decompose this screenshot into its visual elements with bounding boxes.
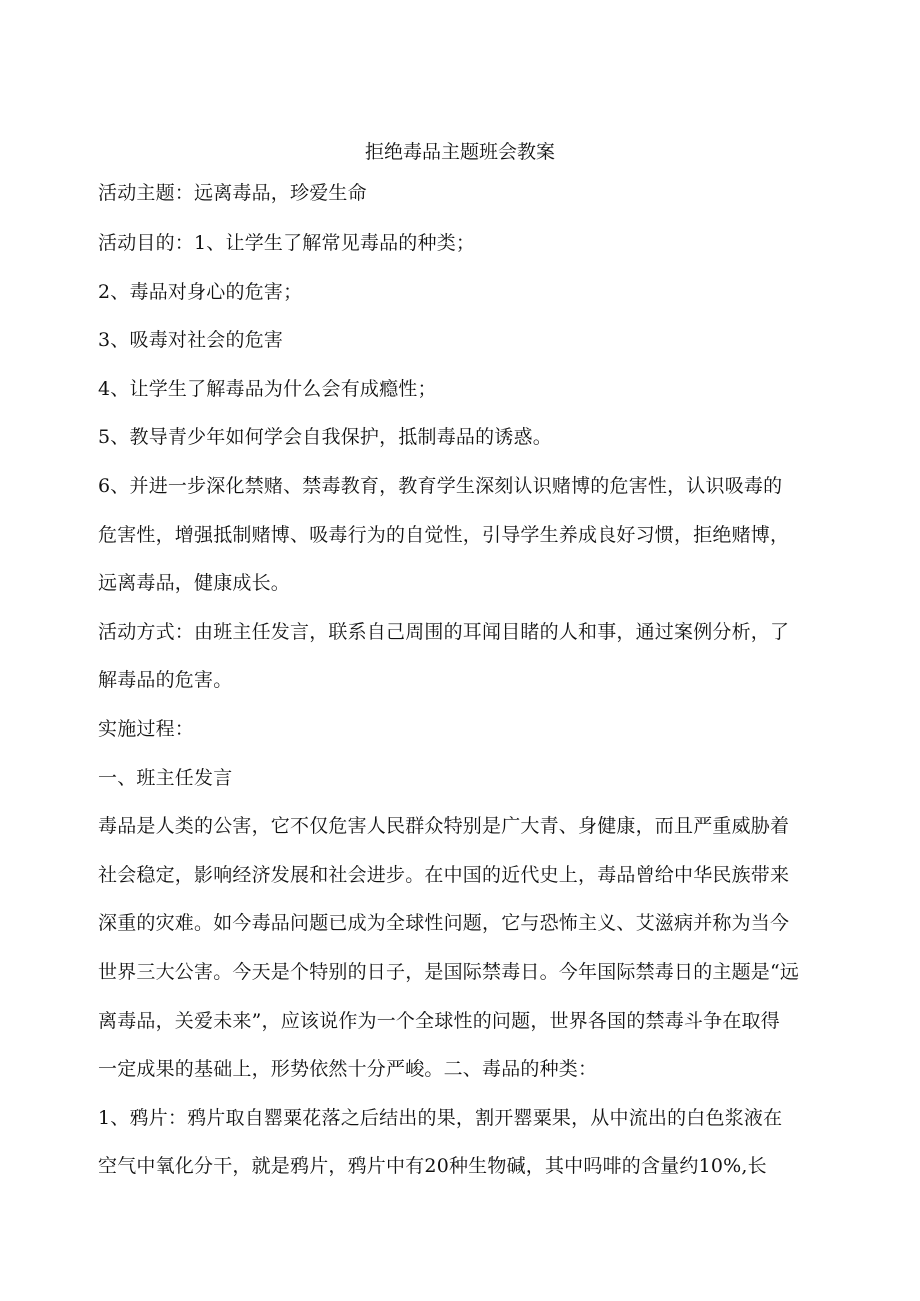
text-line: 4、让学生了解毒品为什么会有成瘾性； [98, 378, 437, 400]
document-title: 拒绝毒品主题班会教案 [364, 141, 555, 163]
text-line: 6、并进一步深化禁赌、禁毒教育，教育学生深刻认识赌博的危害性，认识吸毒的 [98, 475, 783, 497]
text-line: 一、班主任发言 [98, 767, 233, 789]
text-line: 社会稳定，影响经济发展和社会进步。在中国的近代史上，毒品曾给中华民族带来 [98, 864, 790, 886]
text-line: 深重的灾难。如今毒品问题已成为全球性问题，它与恐怖主义、艾滋病并称为当今 [98, 912, 790, 934]
text-line: 活动方式：由班主任发言，联系自己周围的耳闻目睹的人和事，通过案例分析，了 [98, 621, 790, 643]
text-line: 实施过程： [98, 718, 195, 740]
text-line: 活动主题：远离毒品，珍爱生命 [98, 182, 367, 204]
text-line: 危害性，增强抵制赌博、吸毒行为的自觉性，引导学生养成良好习惯，拒绝赌博， [98, 524, 790, 546]
text-line: 毒品是人类的公害，它不仅危害人民群众特别是广大青、身健康，而且严重威胁着 [98, 815, 790, 837]
text-line: 解毒品的危害。 [98, 669, 233, 691]
text-line: 5、教导青少年如何学会自我保护，抵制毒品的诱惑。 [98, 426, 552, 448]
text-line: 2、毒品对身心的危害； [98, 281, 303, 303]
text-line: 1、鸦片：鸦片取自罂粟花落之后结出的果，割开罂粟果，从中流出的白色浆液在 [98, 1107, 783, 1129]
text-line: 3、吸毒对社会的危害 [98, 329, 284, 351]
text-line: 一定成果的基础上，形势依然十分严峻。二、毒品的种类： [98, 1058, 598, 1080]
text-line: 远离毒品，健康成长。 [98, 572, 291, 594]
text-line: 离毒品，关爱未来”，应该说作为一个全球性的问题，世界各国的禁毒斗争在取得 [98, 1010, 780, 1032]
text-line: 活动目的：1、让学生了解常见毒品的种类； [98, 232, 476, 254]
text-line: 世界三大公害。今天是个特别的日子，是国际禁毒日。今年国际禁毒日的主题是“远 [98, 961, 800, 983]
text-line: 空气中氧化分干，就是鸦片，鸦片中有20种生物碱，其中吗啡的含量约10%,长 [98, 1155, 767, 1177]
